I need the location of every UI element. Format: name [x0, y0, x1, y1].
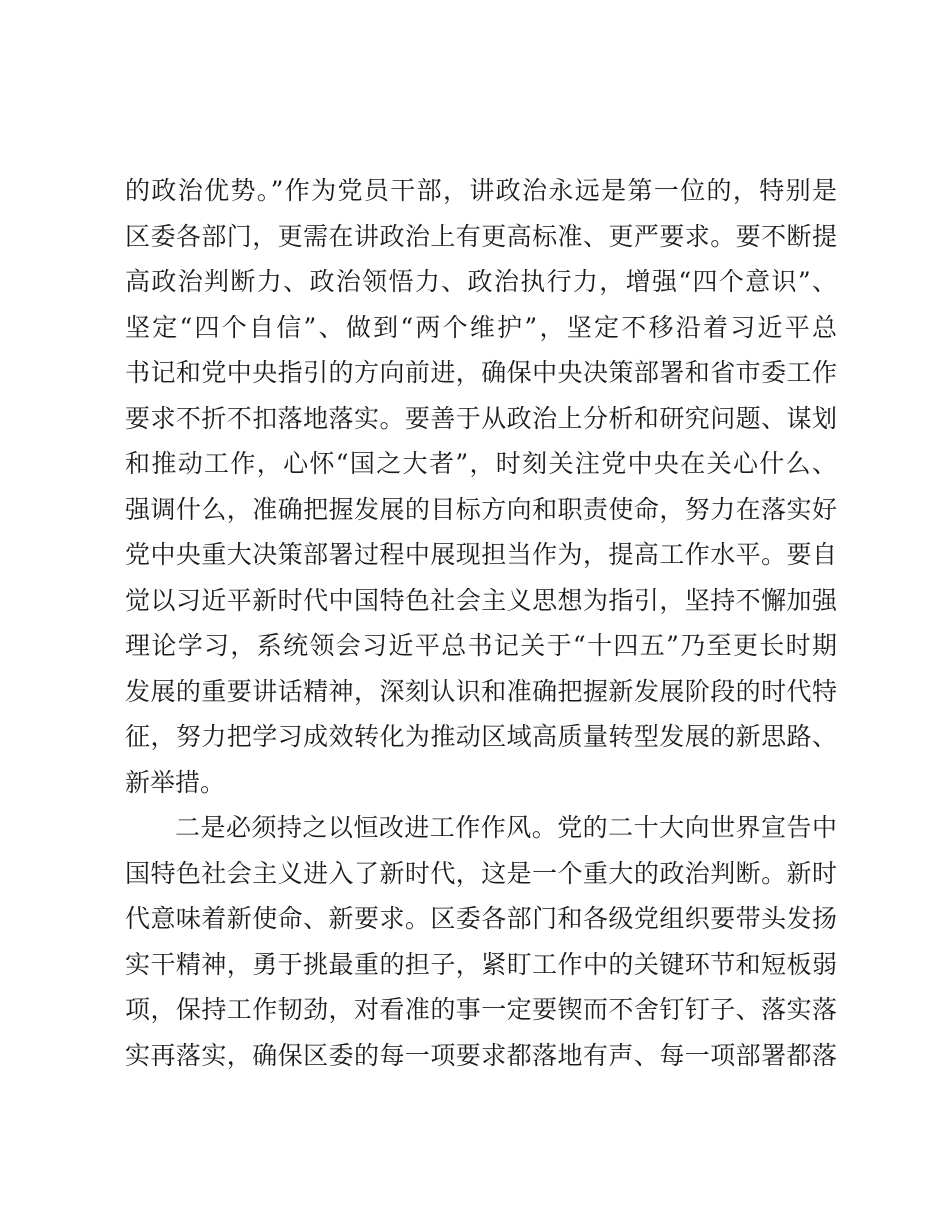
text-line: 党中央重大决策部署过程中展现担当作为，提高工作水平。要自 — [125, 540, 837, 569]
text-line: 项，保持工作韧劲，对看准的事一定要锲而不舍钉钉子、落实落 — [125, 995, 837, 1024]
text-line-paragraph-start: 二是必须持之以恒改进工作作风。党的二十大向世界宣告中 — [175, 813, 837, 842]
text-line: 发展的重要讲话精神，深刻认识和准确把握新发展阶段的时代特 — [125, 676, 837, 706]
text-line: 高政治判断力、政治领悟力、政治执行力，增强“四个意识”、 — [125, 267, 837, 296]
text-line: 征，努力把学习成效转化为推动区域高质量转型发展的新思路、 — [125, 722, 837, 751]
text-line: 觉以习近平新时代中国特色社会主义思想为指引，坚持不懈加强 — [125, 585, 837, 615]
text-line: 实再落实，确保区委的每一项要求都落地有声、每一项部署都落 — [125, 1040, 837, 1070]
text-line: 的政治优势。”作为党员干部，讲政治永远是第一位的，特别是 — [125, 176, 837, 205]
body-text — [125, 168, 837, 1078]
text-line: 代意味着新使命、新要求。区委各部门和各级党组织要带头发扬 — [125, 904, 837, 933]
text-line: 理论学习，系统领会习近平总书记关于“十四五”乃至更长时期 — [125, 631, 837, 660]
text-line: 和推动工作，心怀“国之大者”，时刻关注党中央在关心什么、 — [125, 449, 837, 478]
text-line: 实干精神，勇于挑最重的担子，紧盯工作中的关键环节和短板弱 — [125, 949, 837, 979]
text-line-paragraph-end: 新举措。 — [125, 767, 226, 797]
text-line: 国特色社会主义进入了新时代，这是一个重大的政治判断。新时 — [125, 858, 837, 888]
text-line: 强调什么，准确把握发展的目标方向和职责使命，努力在落实好 — [125, 494, 837, 524]
text-line: 要求不折不扣落地落实。要善于从政治上分析和研究问题、谋划 — [125, 403, 837, 433]
text-line: 坚定“四个自信”、做到“两个维护”，坚定不移沿着习近平总 — [125, 312, 837, 342]
text-line: 书记和党中央指引的方向前进，确保中央决策部署和省市委工作 — [125, 358, 837, 387]
text-line: 区委各部门，更需在讲政治上有更高标准、更严要求。要不断提 — [125, 221, 837, 251]
